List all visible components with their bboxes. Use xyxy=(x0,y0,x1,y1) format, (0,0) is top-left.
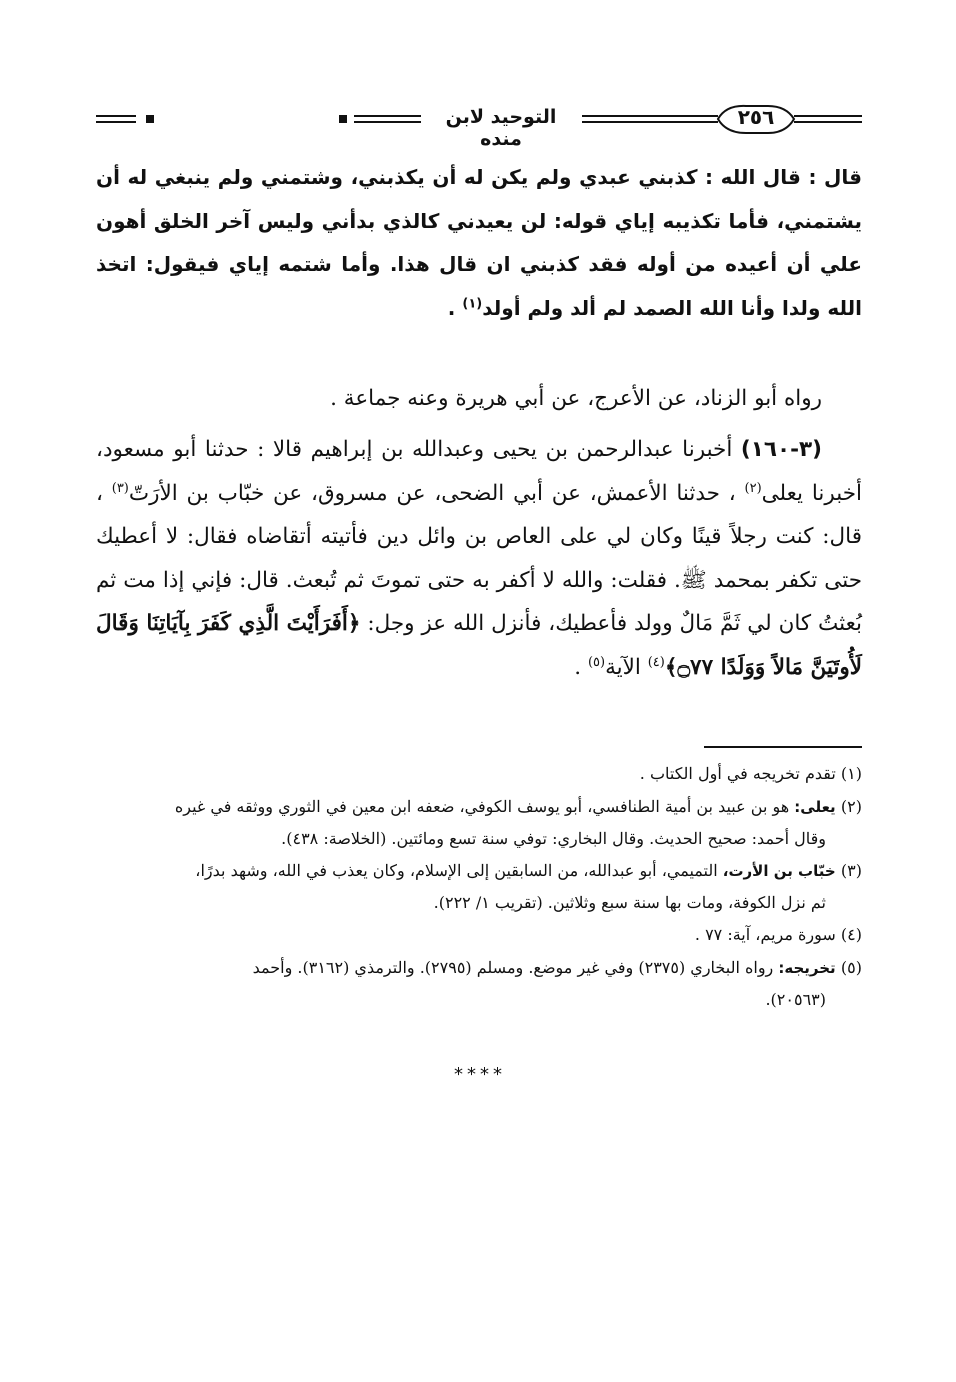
footnote-ref-2: (٢) xyxy=(744,480,762,496)
page-number: ٢٥٦ xyxy=(737,105,775,129)
footnote-text: تقدم تخريجه في أول الكتاب . xyxy=(639,764,841,783)
paragraph-1-text: قال : قال الله : كذبني عبدي ولم يكن له أن يكذبني، وشتمني ولم ينبغي له أن يشتمني، فأما تكذيبه إياي قوله: لن يعيدني كالذي بدأني وليس آخر الخلق أهون علي أن أعيده من أوله فقد كذبني ان قال هذا. وأما شتمه إياي فيقول: اتخذ الله ولدا وأنا الله الصمد لم ألد ولم أولد xyxy=(96,165,862,320)
footnote-text: رواه البخاري (٢٣٧٥) وفي غير موضع. ومسلم (٢٧٩٥). والترمذي (٣١٦٢). وأحمد xyxy=(252,957,779,977)
book-title: التوحيد لابن منده xyxy=(445,106,557,150)
footnote-ref-4: (٤) xyxy=(647,654,665,670)
footnote-ref-1: (١) xyxy=(462,295,483,311)
narration-chain-note xyxy=(96,377,862,421)
hadith-160 xyxy=(96,428,862,689)
footnote-ref-5: (٥) xyxy=(587,654,606,670)
footnote-1 xyxy=(96,758,862,791)
hadith-end: . xyxy=(574,654,588,680)
hadith-number: (٣-١٦٠) xyxy=(740,437,822,462)
hadith-part-2: ، حدثنا الأعمش، عن أبي الضحى، عن مسروق، عن خبّاب بن الأرَتّ xyxy=(128,480,745,506)
footnote-2 xyxy=(96,791,862,855)
quran-verse: ﴿أَفَرَأَيْتَ الَّذِي كَفَرَ بِآيَاتِنَا وَقَالَ لَأُوتَيَنَّ مَالاً وَوَلَدًا ۝٧٧﴾ xyxy=(96,611,862,680)
footnote-number: (١) xyxy=(840,764,862,783)
footnote-term: تخريجه: xyxy=(778,958,841,977)
footnotes xyxy=(96,758,862,1016)
hadith-part-1: أخبرنا عبدالرحمن بن يحيى وعبدالله بن إبراهيم قالا : حدثنا أبو مسعود، أخبرنا يعلى xyxy=(96,437,862,506)
footnote-number: (٣) xyxy=(840,860,862,880)
footnote-term: خبّاب بن الأرت، xyxy=(722,861,841,880)
footnote-number: (٤) xyxy=(840,924,862,944)
end-ornament: **** xyxy=(454,1064,506,1085)
running-header xyxy=(96,103,862,150)
footnote-continuation: وقال أحمد: صحيح الحديث. وقال البخاري: توفي سنة تسع ومائتين. (الخلاصة: ٤٣٨). xyxy=(281,829,826,849)
paragraph-1-end: . xyxy=(447,295,463,320)
footnote-continuation: (٢٠٥٦٣). xyxy=(765,990,826,1010)
footnote-ref-3: (٣) xyxy=(111,480,129,496)
footnote-5 xyxy=(96,952,862,1016)
footnote-4 xyxy=(96,919,862,952)
footnote-number: (٢) xyxy=(840,796,862,816)
footnote-3 xyxy=(96,855,862,919)
hadith-part-3: ، قال: كنت رجلاً قينًا وكان لي على العاص بن وائل دين فأتيته أتقاضاه فقال: لا أعطيك حتى تكفر بمحمد ﷺ. فقلت: والله لا أكفر به حتى تموتَ ثم تُبعث. قال: فإني إذا مت ثم بُعثتُ كان لي ثَمَّ مَالٌ وولد فأعطيك، فأنزل الله عز وجل: xyxy=(96,480,862,636)
footnote-separator xyxy=(704,746,862,748)
hadith-text-continuation xyxy=(96,156,862,330)
hadith-part-4: الآية xyxy=(605,654,648,680)
footnote-number: (٥) xyxy=(840,957,862,977)
footnote-continuation: ثم نزل الكوفة، ومات بها سنة سبع وثلاثين. (تقريب ١/ ٢٢٢). xyxy=(433,893,826,913)
footnote-text: هو بن عبيد بن أمية الطنافسي، أبو يوسف الكوفي، ضعفه ابن معين في الثوري ووثقه في غيره xyxy=(174,796,795,816)
footnote-text: التميمي، أبو عبدالله، من السابقين إلى الإسلام، وكان يعذب في الله، وشهد بدرًا، xyxy=(195,860,723,880)
footnote-term: يعلى: xyxy=(794,797,841,816)
footnote-text: سورة مريم، آية: ٧٧ . xyxy=(694,924,841,944)
paragraph-2-text: رواه أبو الزناد، عن الأعرج، عن أبي هريرة وعنه جماعة . xyxy=(330,386,822,411)
